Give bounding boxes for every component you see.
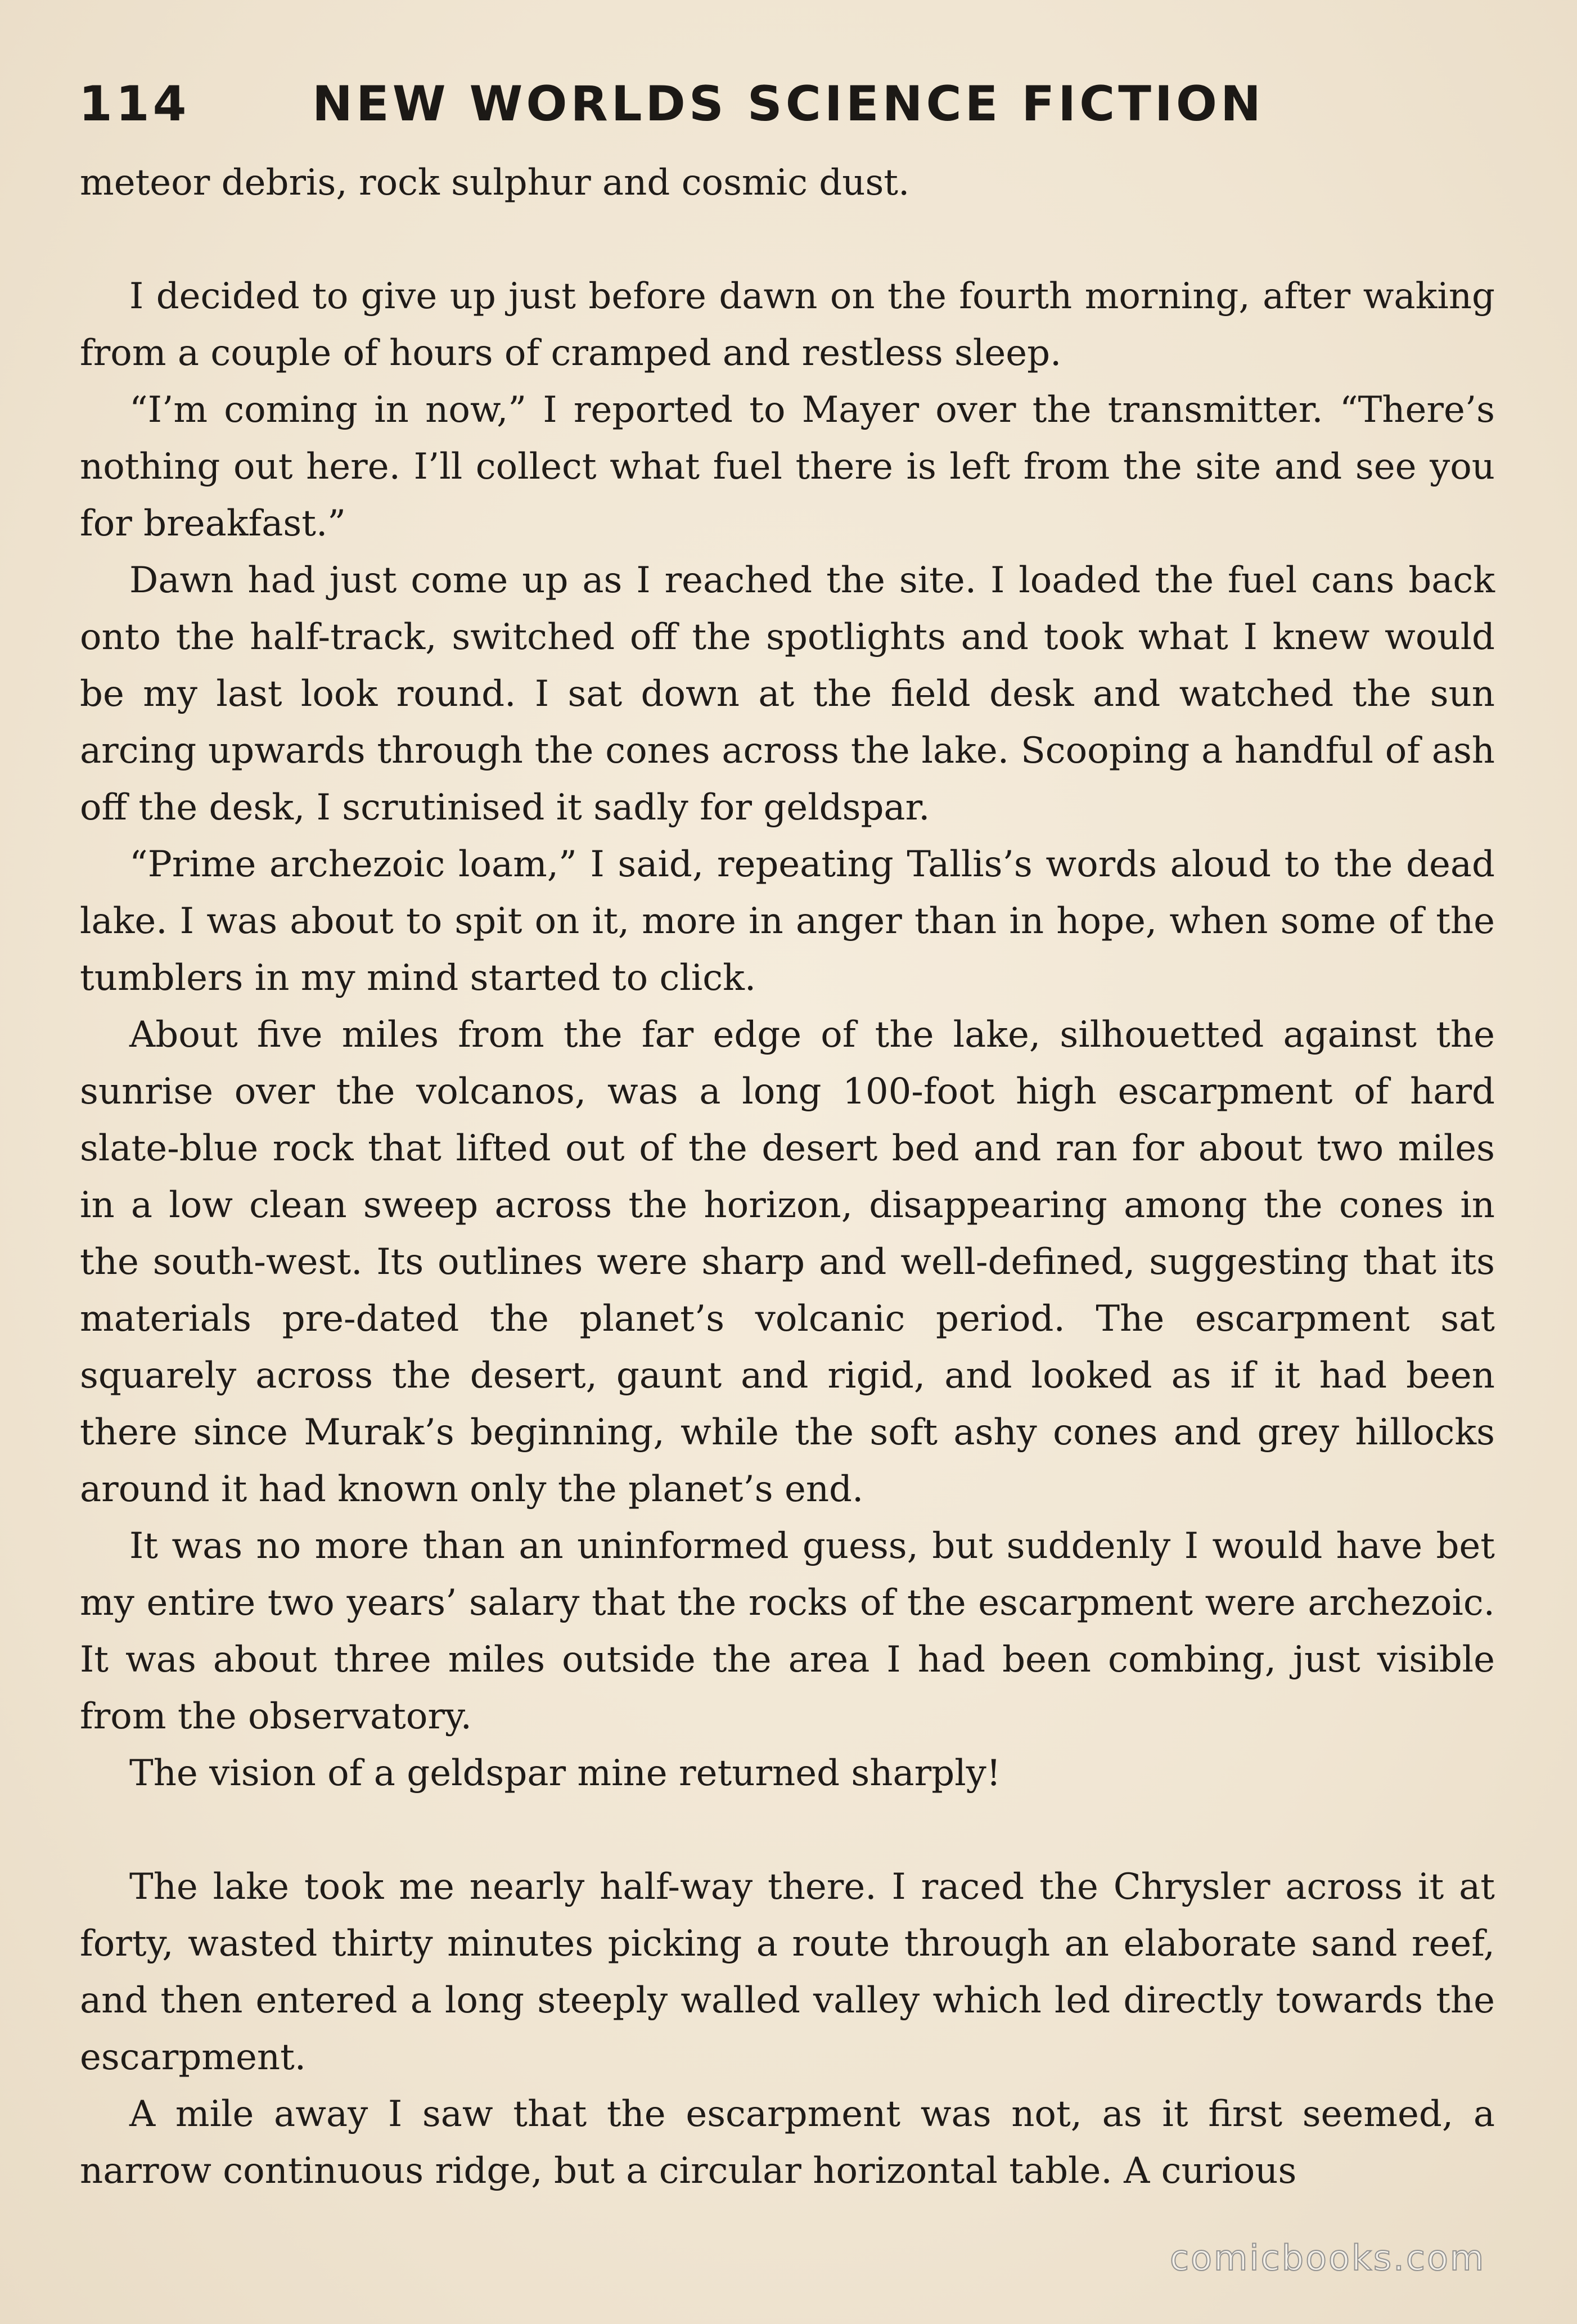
paragraph: The lake took me nearly half-way there. I raced the Chrysler across it at forty, wasted thirty minutes picking a route through an elaborate sand reef, and then entered a long steeply walled valley which led directly towards the escarpment. [80,1866,1495,2078]
paragraph: “Prime archezoic loam,” I said, repeating Tallis’s words aloud to the dead lake. I was about to spit on it, more in anger than in hope, when some of the tumblers in my mind started to click. [80,844,1495,999]
page-number: 114 [79,76,190,132]
paragraph: A mile away I saw that the escarpment was not, as it first seemed, a narrow continuous ridge, but a circular horizontal table. A curious [80,2093,1495,2192]
magazine-title: NEW WORLDS SCIENCE FICTION [312,76,1264,132]
paragraph: “I’m coming in now,” I reported to Mayer over the transmitter. “There’s nothing out here. I’ll collect what fuel there is left from the site and see you for breakfast.” [80,389,1495,544]
watermark-logo: comicbooks.com [1170,2237,1486,2278]
paragraph: Dawn had just come up as I reached the site. I loaded the fuel cans back onto the half-track, switched off the spotlights and took what I knew would be my last look round. I sat down at the field desk and watched the sun arcing upwards through the cones across the lake. Scooping a handful of ash off the desk, I scrutinised it sadly for geldspar. [80,560,1495,828]
paragraph-continuation: meteor debris, rock sulphur and cosmic dust. [80,162,910,204]
paragraph: The vision of a geldspar mine returned sharply! [129,1753,1001,1794]
section-break [80,211,1495,268]
paragraph: It was no more than an uninformed guess, but suddenly I would have bet my entire two years’ salary that the rocks of the escarpment were archezoic. It was about three miles outside the area I had been combing, just visible from the observatory. [80,1525,1495,1737]
story-text [80,155,1495,2200]
paragraph: About five miles from the far edge of the lake, silhouetted against the sunrise over the volcanos, was a long 100-foot high escarpment of hard slate-blue rock that lifted out of the desert bed and ran for about two miles in a low clean sweep across the horizon, disappearing among the cones in the south-west. Its outlines were sharp and well-defined, suggesting that its materials pre-dated the planet’s volcanic period. The escarpment sat squarely across the desert, gaunt and rigid, and looked as if it had been there since Murak’s beginning, while the soft ashy cones and grey hillocks around it had known only the planet’s end. [80,1014,1495,1510]
section-break [80,1802,1495,1859]
paragraph: I decided to give up just before dawn on the fourth morning, after waking from a couple of hours of cramped and restless sleep. [80,276,1495,374]
running-header [79,73,1496,135]
